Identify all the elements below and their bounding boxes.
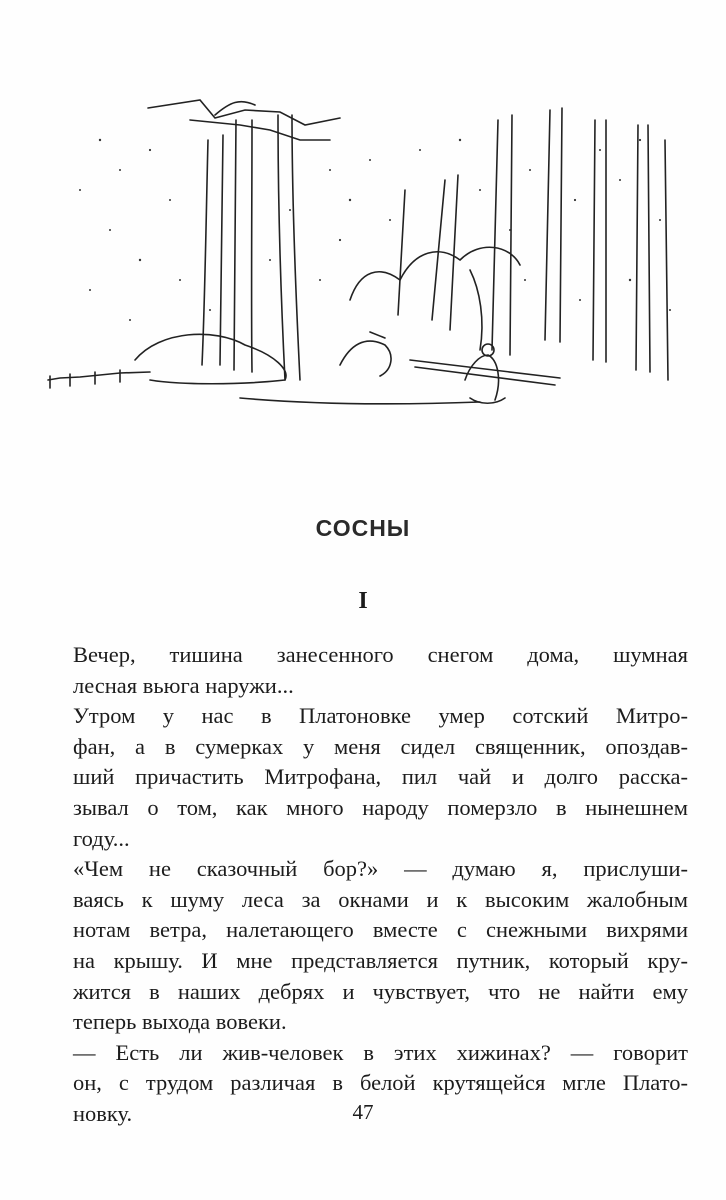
- text-line: новку.: [73, 1100, 133, 1126]
- story-title: СОСНЫ: [315, 515, 411, 541]
- text-line: Вечер, тишина занесенного снегом дома, шумная: [73, 642, 688, 667]
- forest-illustration: [40, 80, 690, 430]
- text-line: Утром у нас в Платоновке умер сотский Митро-: [73, 703, 688, 729]
- text-line: на крышу. И мне представляется путник, который кру-: [73, 947, 688, 973]
- text-line: нотам ветра, налетающего вместе с снежными вихрями: [73, 917, 688, 943]
- text-line: он, с трудом различая в белой крутящейся мгле Плато-: [73, 1070, 688, 1096]
- text-line: «Чем не сказочный бор?» — думаю я, прислуши-: [73, 856, 688, 882]
- text-line: ваясь к шуму леса за окнами и к высоким жалобным: [73, 886, 688, 912]
- text-line: зывал о том, как много народу померзло в нынешнем: [73, 794, 688, 820]
- text-line: — Есть ли жив-человек в этих хижинах? — говорит: [73, 1039, 688, 1065]
- text-line: лесная вьюга наружи...: [73, 672, 294, 698]
- text-line: ший причастить Митрофана, пил чай и долго расска-: [73, 764, 688, 790]
- text-line: жится в наших дебрях и чувствует, что не найти ему: [73, 978, 688, 1004]
- text-line: году...: [73, 825, 130, 851]
- text-line: фан, а в сумерках у меня сидел священник, опоздав-: [73, 733, 688, 759]
- body-text: [73, 640, 688, 1130]
- chapter-number: I: [358, 588, 368, 614]
- text-line: теперь выхода вовеки.: [73, 1009, 287, 1035]
- page-number: 47: [352, 1100, 374, 1124]
